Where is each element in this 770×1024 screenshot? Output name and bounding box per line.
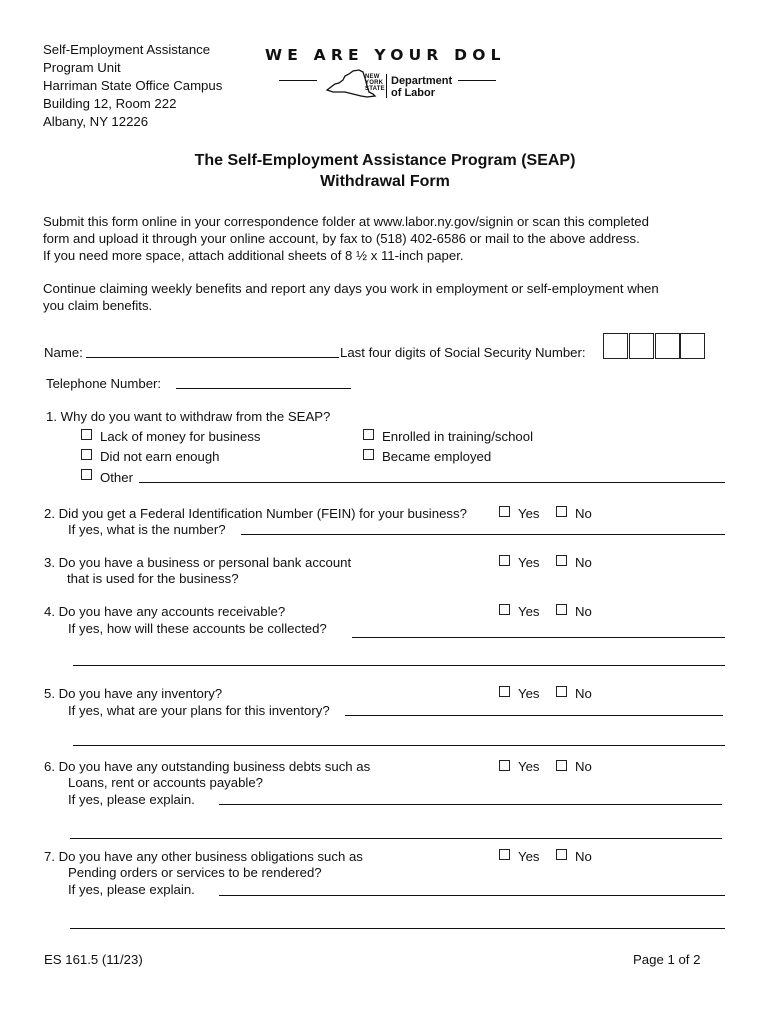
question-6: 6. Do you have any outstanding business debts such as <box>44 759 371 774</box>
checkbox-became-employed[interactable] <box>363 449 374 460</box>
debts-input-line[interactable] <box>219 804 722 805</box>
receivables-input-line-2[interactable] <box>73 665 725 666</box>
question-2-followup: If yes, what is the number? <box>68 522 226 537</box>
yes-label: Yes <box>518 604 540 619</box>
ssn-digit-box[interactable] <box>603 333 628 359</box>
phone-label: Telephone Number: <box>46 376 162 391</box>
inventory-input-line[interactable] <box>345 715 723 716</box>
logo-divider <box>386 74 387 98</box>
address-line: Self-Employment Assistance <box>43 42 211 57</box>
checkbox-no[interactable] <box>556 506 567 517</box>
no-label: No <box>575 849 592 864</box>
checkbox-enrolled-training[interactable] <box>363 429 374 440</box>
logo-rule-right <box>458 80 496 81</box>
name-input-line[interactable] <box>86 357 339 358</box>
question-5-followup: If yes, what are your plans for this inventory? <box>68 703 330 718</box>
note-line: you claim benefits. <box>43 298 153 313</box>
checkbox-other[interactable] <box>81 469 92 480</box>
logo-department-text: Department of Labor <box>391 75 453 99</box>
checkbox-no[interactable] <box>556 760 567 771</box>
no-label: No <box>575 759 592 774</box>
option-label: Did not earn enough <box>100 449 220 464</box>
fein-input-line[interactable] <box>241 534 725 535</box>
question-7: 7. Do you have any other business obligations such as <box>44 849 363 864</box>
logo-rule-left <box>279 80 317 81</box>
page-number: Page 1 of 2 <box>633 952 701 967</box>
obligations-input-line-2[interactable] <box>70 928 725 929</box>
benefits-note <box>43 280 733 314</box>
option-label: Enrolled in training/school <box>382 429 534 444</box>
checkbox-no[interactable] <box>556 604 567 615</box>
address-line: Harriman State Office Campus <box>43 78 223 93</box>
option-label: Became employed <box>382 449 492 464</box>
checkbox-yes[interactable] <box>499 604 510 615</box>
phone-input-line[interactable] <box>176 388 351 389</box>
checkbox-yes[interactable] <box>499 760 510 771</box>
logo-tagline: WE ARE YOUR DOL <box>265 46 506 64</box>
question-3-cont: that is used for the business? <box>67 571 239 586</box>
instructions <box>43 213 733 264</box>
checkbox-yes[interactable] <box>499 686 510 697</box>
option-label: Lack of money for business <box>100 429 261 444</box>
yes-label: Yes <box>518 759 540 774</box>
no-label: No <box>575 686 592 701</box>
question-2: 2. Did you get a Federal Identification Number (FEIN) for your business? <box>44 506 467 521</box>
question-7-followup: If yes, please explain. <box>68 882 195 897</box>
ssn-digit-box[interactable] <box>629 333 654 359</box>
question-6-cont: Loans, rent or accounts payable? <box>68 775 264 790</box>
checkbox-yes[interactable] <box>499 506 510 517</box>
ssn-digit-box[interactable] <box>680 333 705 359</box>
debts-input-line-2[interactable] <box>70 838 722 839</box>
title-line-1: The Self-Employment Assistance Program (SEAP) <box>194 152 576 169</box>
checkbox-no[interactable] <box>556 686 567 697</box>
question-4-followup: If yes, how will these accounts be collected? <box>68 621 327 636</box>
no-label: No <box>575 555 592 570</box>
address-line: Building 12, Room 222 <box>43 96 177 111</box>
inventory-input-line-2[interactable] <box>73 745 725 746</box>
form-title <box>0 150 770 192</box>
address-line: Albany, NY 12226 <box>43 114 149 129</box>
checkbox-no[interactable] <box>556 555 567 566</box>
address-line: Program Unit <box>43 60 121 75</box>
no-label: No <box>575 506 592 521</box>
instruction-line: Submit this form online in your correspondence folder at www.labor.ny.gov/signin or scan this completed <box>43 214 649 229</box>
option-label: Other <box>100 470 133 485</box>
yes-label: Yes <box>518 506 540 521</box>
question-3: 3. Do you have a business or personal bank account <box>44 555 352 570</box>
form-id: ES 161.5 (11/23) <box>44 952 143 967</box>
checkbox-lack-of-money[interactable] <box>81 429 92 440</box>
name-label: Name: <box>44 345 83 360</box>
ssn-label: Last four digits of Social Security Number: <box>340 345 586 360</box>
question-5: 5. Do you have any inventory? <box>44 686 223 701</box>
yes-label: Yes <box>518 686 540 701</box>
dol-logo <box>265 46 515 106</box>
question-6-followup: If yes, please explain. <box>68 792 195 807</box>
note-line: Continue claiming weekly benefits and report any days you work in employment or self-employment when <box>43 281 659 296</box>
instruction-line: If you need more space, attach additional sheets of 8 ½ x 11-inch paper. <box>43 248 464 263</box>
checkbox-did-not-earn[interactable] <box>81 449 92 460</box>
no-label: No <box>575 604 592 619</box>
question-1: 1. Why do you want to withdraw from the SEAP? <box>46 409 331 424</box>
ssn-digit-box[interactable] <box>655 333 680 359</box>
checkbox-yes[interactable] <box>499 849 510 860</box>
yes-label: Yes <box>518 555 540 570</box>
obligations-input-line[interactable] <box>219 895 725 896</box>
checkbox-yes[interactable] <box>499 555 510 566</box>
address-block <box>43 41 222 131</box>
question-7-cont: Pending orders or services to be rendered? <box>68 865 322 880</box>
question-4: 4. Do you have any accounts receivable? <box>44 604 286 619</box>
instruction-line: form and upload it through your online account, by fax to (518) 402-6586 or mail to the above address. <box>43 231 640 246</box>
title-line-2: Withdrawal Form <box>320 173 450 190</box>
other-input-line[interactable] <box>139 482 725 483</box>
logo-state-text: NEW YORK STATE <box>365 74 385 92</box>
checkbox-no[interactable] <box>556 849 567 860</box>
yes-label: Yes <box>518 849 540 864</box>
receivables-input-line[interactable] <box>352 637 725 638</box>
